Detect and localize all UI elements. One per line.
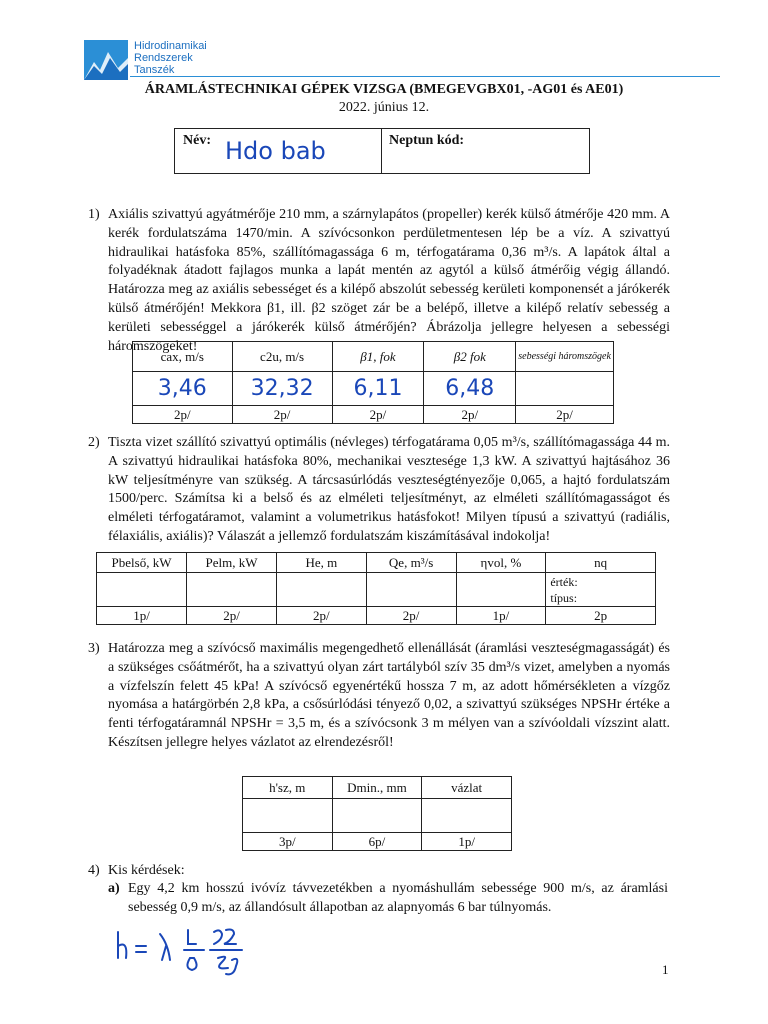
q1-table (132, 341, 614, 424)
q2-header: ηvol, % (456, 553, 546, 573)
q1-header: β2 fok (424, 342, 516, 372)
q2-answer[interactable] (276, 573, 366, 607)
neptun-label: Neptun kód: (389, 133, 465, 148)
q1-header: sebességi háromszögek (516, 342, 614, 372)
q2-answer[interactable] (366, 573, 456, 607)
q1-points: 2p/ (424, 406, 516, 424)
q2-answer[interactable] (456, 573, 546, 607)
q2-points: 2p/ (276, 607, 366, 625)
logo-line: Hidrodinamikai (134, 40, 207, 52)
question-3 (88, 640, 670, 753)
q1-header: β1, fok (332, 342, 424, 372)
exam-date: 2022. június 12. (338, 100, 430, 115)
q1-header: c2u, m/s (232, 342, 332, 372)
q3-header: h'sz, m (243, 777, 333, 799)
q1-points: 2p/ (516, 406, 614, 424)
q3-points: 1p/ (422, 833, 512, 851)
question-2 (88, 434, 670, 547)
q1-answer[interactable]: 3,46 (133, 372, 233, 406)
question-1 (88, 206, 670, 356)
question-text: Tiszta vizet szállító szivattyú optimális (névleges) térfogatárama 0,05 m³/s, szállítómagassága 44 m. A szivattyú hidraulikai hatásfoka 80%, mechanikai vesztesége 1,3 kW. A szivattyú hajtásához 36 kW teljesítményre van szükség. A tárcsasúrlódás veszteségtényezője 0,065, a hajtó fordulatszám 1500/perc. Számítsa ki a belső és az elméleti teljesítményt, az elméleti szállítómagasságot és elméleti térfogatáramot, valamint a volumetrikus hatásfokot! Milyen típusú a szivattyú (radiális, félaxiális, axiális)? Válaszát a jellemző fordulatszám kiszámításával indokolja! (108, 435, 670, 544)
question-number: 1) (88, 207, 100, 222)
q1-answer[interactable]: 32,32 (232, 372, 332, 406)
q1-points: 2p/ (332, 406, 424, 424)
q3-header: Dmin., mm (332, 777, 422, 799)
q1-header: cax, m/s (133, 342, 233, 372)
q1-answer[interactable] (516, 372, 614, 406)
q3-table (242, 776, 512, 851)
q2-points: 1p/ (97, 607, 187, 625)
question-text: Axiális szivattyú agyátmérője 210 mm, a szárnylapátos (propeller) kerék külső átmérője 420 mm. A kerék fordulatszáma 1470/min. A szívócsonkon perdületmentesen lép be a víz. A szivattyú hidraulikai hatásfoka 85%, szállítómagassága 6 m, térfogatárama 0,36 m³/s. A lapátok által a folyadéknak átadott fajlagos munka a lapát mentén az agytól a külső átmérőig végig állandó. Határozza meg az axiális sebességet és a kilépő abszolút sebesség kerületi komponensét a járókerék külső átmérőjén! Mekkora β1, ill. β2 szöget zár be a belépő, illetve a kilépő relatív sebesség a kerületi sebességgel a járókerék külső átmérőjén? Ábrázolja jellegre helyesen a sebességi háromszögeket! (108, 207, 670, 354)
q2-answer[interactable] (97, 573, 187, 607)
q2-header: Pbelső, kW (97, 553, 187, 573)
q2-answer[interactable] (187, 573, 277, 607)
q2-header: Qe, m³/s (366, 553, 456, 573)
q1-points: 2p/ (133, 406, 233, 424)
q2-points: 2p/ (187, 607, 277, 625)
page-number: 1 (662, 962, 669, 977)
q3-answer[interactable] (332, 799, 422, 833)
nq-type-label: típus: (550, 590, 578, 605)
question-number: 3) (88, 641, 100, 656)
name-value[interactable]: Hdo bab (225, 137, 326, 165)
q3-header: vázlat (422, 777, 512, 799)
q3-points: 3p/ (243, 833, 333, 851)
subquestion-text: Egy 4,2 km hosszú ivóvíz távvezetékben a nyomáshullám sebessége 900 m/s, az áramlási sebesség 0,9 m/s, az állandósult állapotban az alapnyomás 6 bar túlnyomás. (128, 881, 668, 915)
q2-points: 2p/ (366, 607, 456, 625)
name-box (174, 128, 590, 174)
header-rule (130, 76, 720, 77)
q1-points: 2p/ (232, 406, 332, 424)
nq-value-label: érték: (550, 574, 578, 589)
q1-answer[interactable]: 6,11 (332, 372, 424, 406)
logo-line: Rendszerek (134, 52, 193, 64)
subquestion-label: a) (108, 881, 120, 896)
q1-answer[interactable]: 6,48 (424, 372, 516, 406)
exam-title: ÁRAMLÁSTECHNIKAI GÉPEK VIZSGA (BMEGEVGBX01, -AG01 és AE01) (144, 82, 624, 97)
logo-line: Tanszék (134, 64, 175, 76)
q2-table (96, 552, 656, 625)
department-logo (84, 40, 128, 80)
q2-points: 2p (546, 607, 656, 625)
q2-points: 1p/ (456, 607, 546, 625)
q2-nq-answer[interactable] (546, 573, 656, 607)
q3-points: 6p/ (332, 833, 422, 851)
question-text: Határozza meg a szívócső maximális megengedhető ellenállását (áramlási veszteségmagasságát) és a szükséges csőátmérőt, ha a szivattyú olyan zárt tartályból szív 35 dm³/s vizet, amelyben a nyomás a vízfelszín felett 45 kPa! A szívócső egyenértékű hossza 7 m, az adott hőmérsékleten a vízgőz nyomása a határgörbén 2,8 kPa, a csősúrlódási tényező 0,02, a szivattyú szükséges NPSHr értéke a fenti térfogatáramnál NPSHr = 3,5 m, és a szívócsonk 3 m mélyen van a szívóoldali vízszint alatt. Készítsen jellegre helyes vázlatot az elrendezésről! (108, 641, 670, 750)
question-number: 2) (88, 435, 100, 450)
mountain-wave-icon (84, 40, 128, 80)
question-4a (108, 880, 668, 918)
name-label: Név: (183, 133, 211, 148)
question-title: Kis kérdések: (108, 863, 185, 878)
q3-answer[interactable] (422, 799, 512, 833)
handwritten-formula (110, 920, 260, 980)
q3-answer[interactable] (243, 799, 333, 833)
name-box-divider (381, 129, 382, 173)
question-number: 4) (88, 863, 100, 878)
q2-header: He, m (276, 553, 366, 573)
q2-header: Pelm, kW (187, 553, 277, 573)
question-4 (88, 862, 670, 881)
q2-header: nq (546, 553, 656, 573)
logo-text (134, 40, 207, 76)
